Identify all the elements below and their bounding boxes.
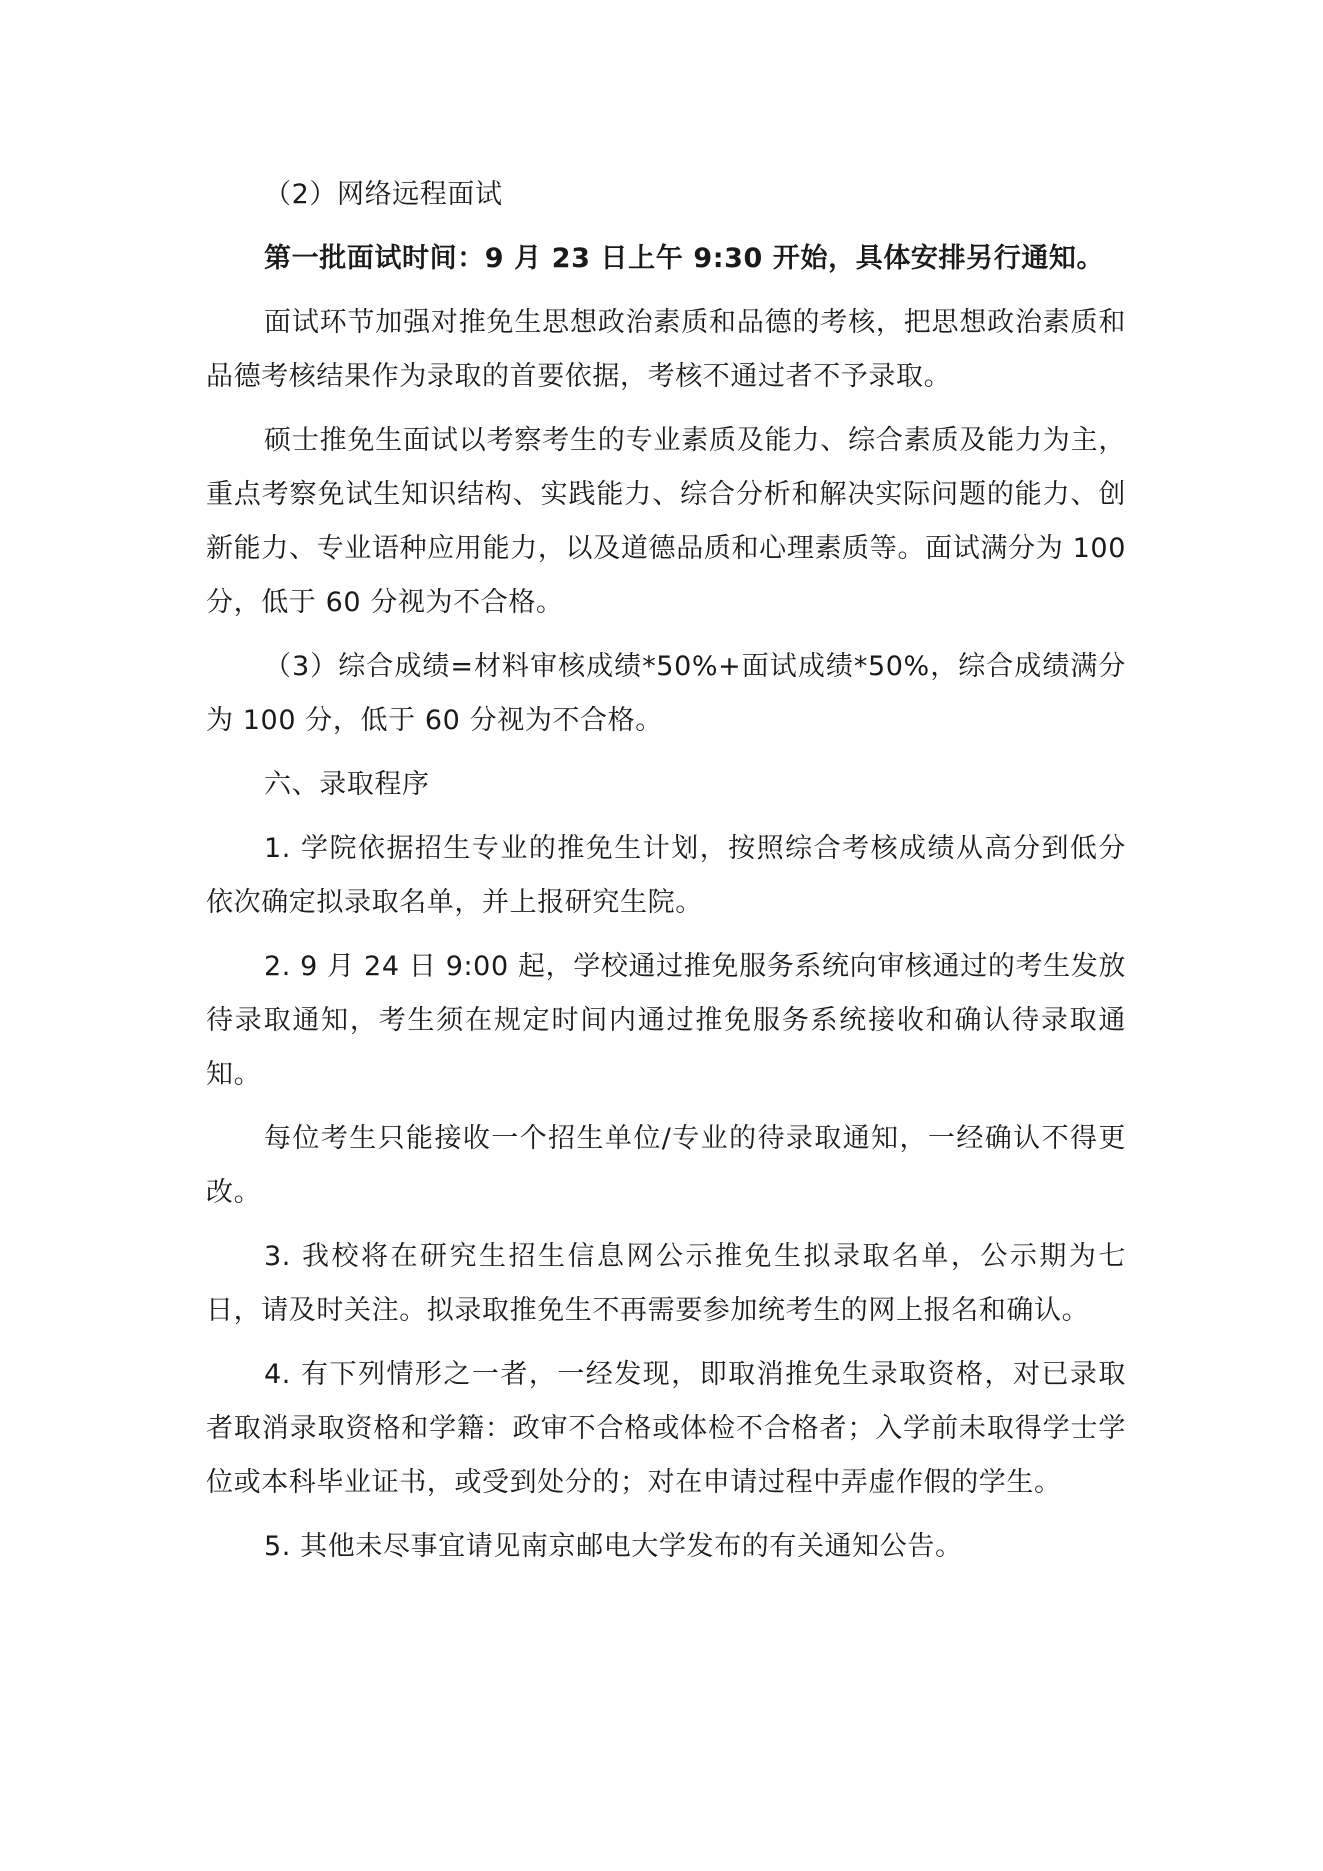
single-acceptance-note: 每位考生只能接收一个招生单位/专业的待录取通知，一经确认不得更改。 [206,1123,1126,1208]
overall-score-paragraph: （3）综合成绩=材料审核成绩*50%+面试成绩*50%，综合成绩满分为 100 分，低于 60 分视为不合格。 [206,651,1126,736]
admission-procedure-heading: 六、录取程序 [264,769,430,800]
procedure-item-5: 5. 其他未尽事宜请见南京邮电大学发布的有关通知公告。 [264,1531,963,1562]
procedure-item-1: 1. 学院依据招生专业的推免生计划，按照综合考核成绩从高分到低分依次确定拟录取名单，并上报研究生院。 [206,833,1126,918]
political-assessment-paragraph: 面试环节加强对推免生思想政治素质和品德的考核，把思想政治素质和品德考核结果作为录取的首要依据，考核不通过者不予录取。 [206,307,1126,392]
document-body [206,168,1126,1574]
interview-content-paragraph: 硕士推免生面试以考察考生的专业素质及能力、综合素质及能力为主，重点考察免试生知识结构、实践能力、综合分析和解决实际问题的能力、创新能力、专业语种应用能力，以及道德品质和心理素质等。面试满分为 100 分，低于 60 分视为不合格。 [206,425,1126,618]
procedure-item-4: 4. 有下列情形之一者，一经发现，即取消推免生录取资格，对已录取者取消录取资格和学籍：政审不合格或体检不合格者；入学前未取得学士学位或本科毕业证书，或受到处分的；对在申请过程中弄虚作假的学生。 [206,1359,1126,1498]
interview-schedule: 第一批面试时间：9 月 23 日上午 9:30 开始，具体安排另行通知。 [264,243,1105,274]
procedure-item-2: 2. 9 月 24 日 9:00 起，学校通过推免服务系统向审核通过的考生发放待录取通知，考生须在规定时间内通过推免服务系统接收和确认待录取通知。 [206,951,1126,1090]
interview-method-heading: （2）网络远程面试 [264,179,503,210]
procedure-item-3: 3. 我校将在研究生招生信息网公示推免生拟录取名单，公示期为七日，请及时关注。拟录取推免生不再需要参加统考生的网上报名和确认。 [206,1241,1126,1326]
